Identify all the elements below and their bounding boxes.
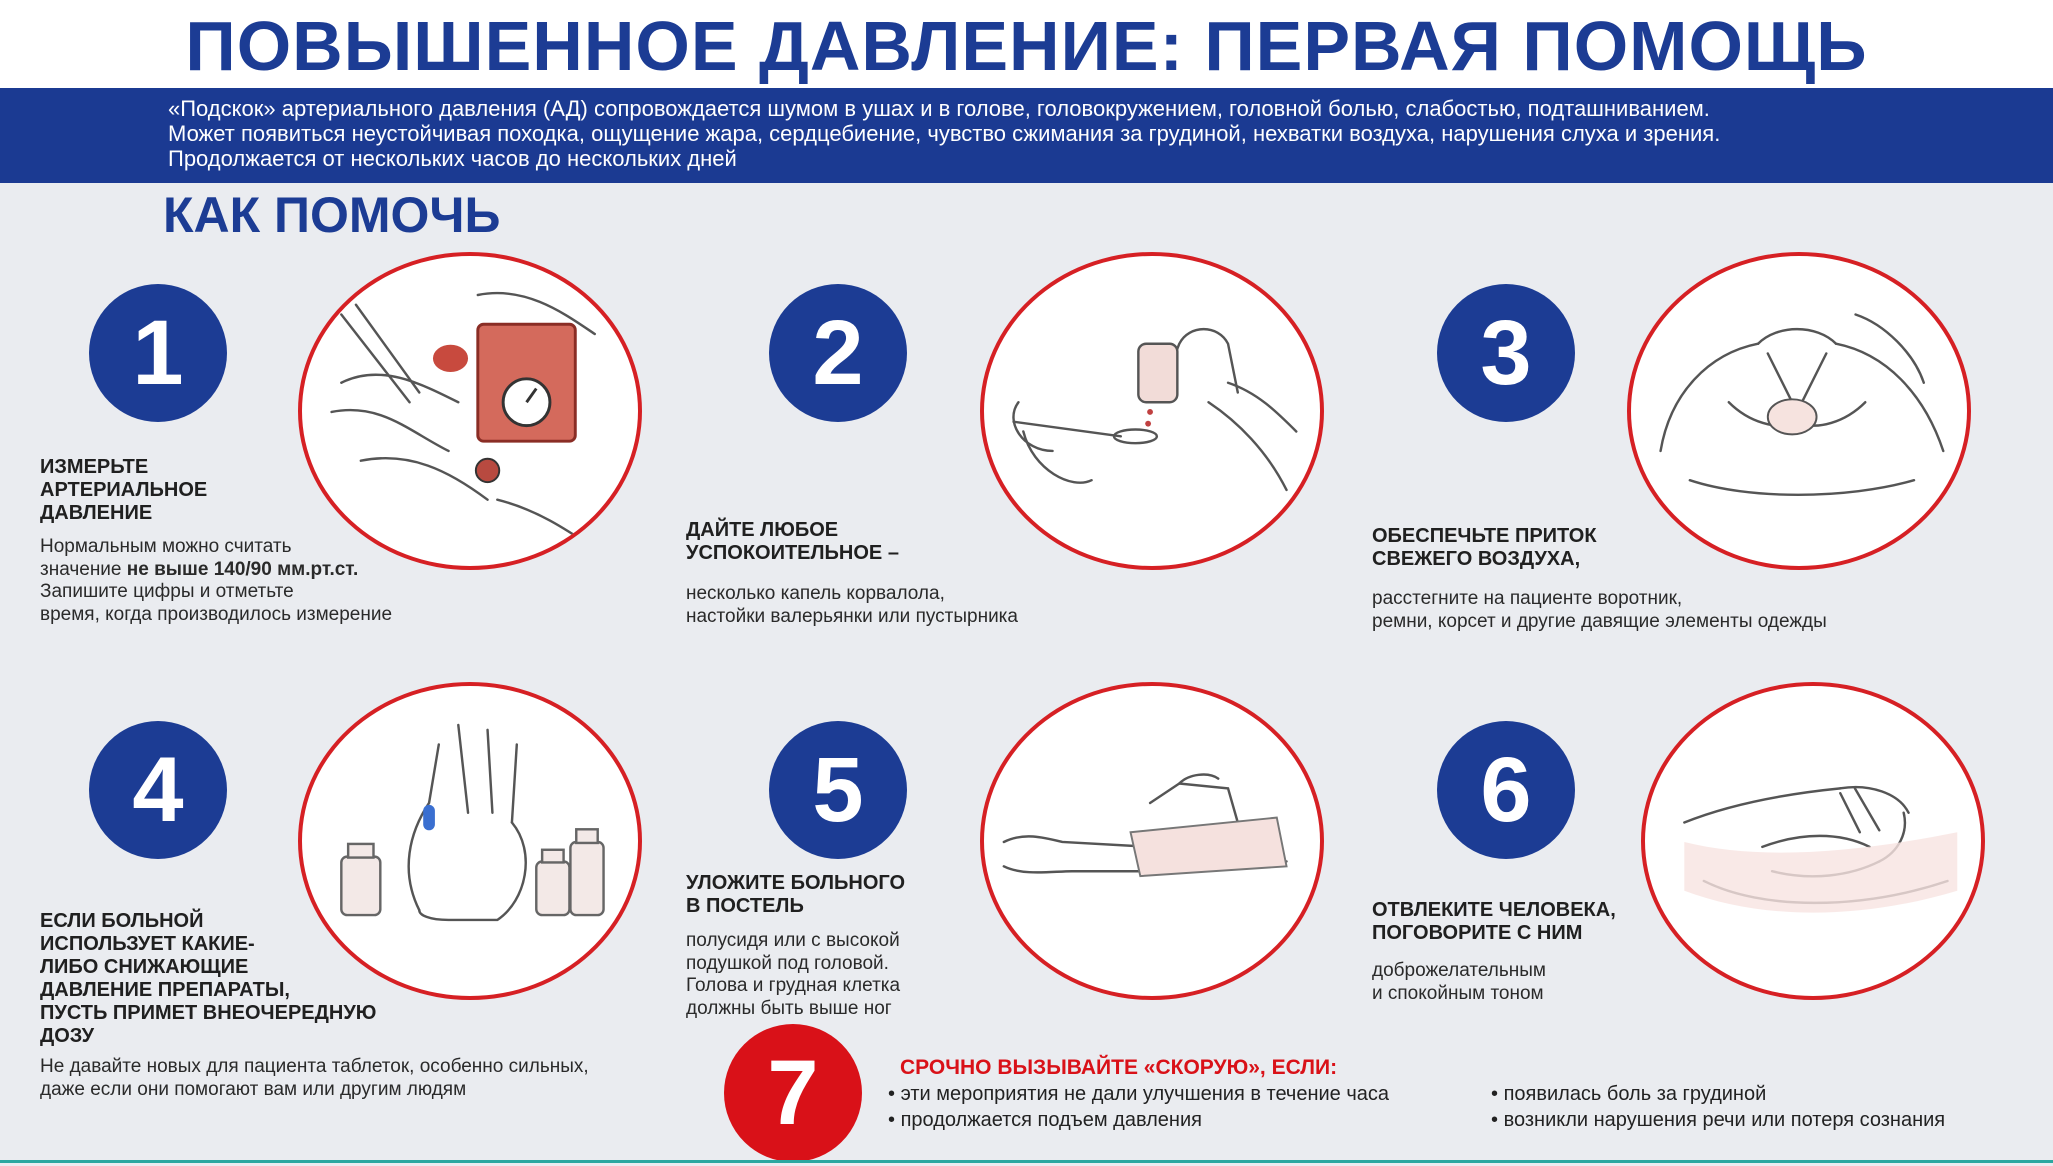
step-body-line: Голова и грудная клетка <box>686 975 901 996</box>
step-title-line: ПОГОВОРИТЕ С НИМ <box>1372 922 1583 944</box>
step-body-line: несколько капель корвалола, <box>686 583 945 604</box>
step-4-text <box>40 910 589 1101</box>
step-title-line: АРТЕРИАЛЬНОЕ <box>40 479 208 501</box>
step-body-line: доброжелательным <box>1372 960 1546 981</box>
step-title-line: УСПОКОИТЕЛЬНОЕ – <box>686 542 899 564</box>
step-body-line: расстегните на пациенте воротник, <box>1372 588 1683 609</box>
step-body-line: Запишите цифры и отметьте <box>40 581 294 602</box>
step-title-line: ДАВЛЕНИЕ ПРЕПАРАТЫ, <box>40 979 290 1001</box>
section-heading: КАК ПОМОЧЬ <box>163 187 501 243</box>
step-body-line: ремни, корсет и другие давящие элементы одежды <box>1372 610 1827 632</box>
step-title-line: В ПОСТЕЛЬ <box>686 895 804 917</box>
step-number-4: 4 <box>89 721 227 859</box>
urgent-bullet: • возникли нарушения речи или потеря сознания <box>1491 1109 1946 1131</box>
step-body-line: подушкой под головой. <box>686 952 889 974</box>
step-body-line: должны быть выше ног <box>686 997 892 1019</box>
normal-pressure-value: не выше 140/90 мм.рт.ст. <box>126 558 359 580</box>
step-3-text <box>1372 525 1827 633</box>
step-1-text <box>40 456 392 626</box>
step-number-2: 2 <box>769 284 907 422</box>
step-title-line: ИЗМЕРЬТЕ <box>40 456 149 478</box>
step-number-7: 7 <box>724 1024 862 1162</box>
step-body-line: настойки валерьянки или пустырника <box>686 605 1018 627</box>
step-body-line <box>40 559 392 582</box>
urgent-call-title: СРОЧНО ВЫЗЫВАЙТЕ «СКОРУЮ», ЕСЛИ: <box>900 1056 1338 1079</box>
intro-text-line: Может появиться неустойчивая походка, ощущение жара, сердцебиение, чувство сжимания за грудиной, нехватки воздуха, нарушения слуха и зрения. <box>168 121 1721 146</box>
step-title-line: ЛИБО СНИЖАЮЩИЕ <box>40 956 249 978</box>
drops-spoon-illustration-icon <box>980 252 1324 570</box>
intro-text-line: «Подскок» артериального давления (АД) сопровождается шумом в ушах и в голове, головокружением, головной болью, слабостью, подташниванием. <box>168 96 1710 121</box>
step-title-line: ПУСТЬ ПРИМЕТ ВНЕОЧЕРЕДНУЮ <box>40 1002 377 1024</box>
urgent-bullet: • эти мероприятия не дали улучшения в течение часа <box>888 1083 1390 1105</box>
step-number-6: 6 <box>1437 721 1575 859</box>
step-body-line: полусидя или с высокой <box>686 930 900 951</box>
step-body-line: Не давайте новых для пациента таблеток, особенно сильных, <box>40 1056 589 1077</box>
step-5-text <box>686 872 905 1020</box>
urgent-bullet: • появилась боль за грудиной <box>1491 1083 1767 1105</box>
unbutton-collar-illustration-icon <box>1627 252 1971 570</box>
step-title-line: ЕСЛИ БОЛЬНОЙ <box>40 910 204 932</box>
step-title-line: УЛОЖИТЕ БОЛЬНОГО <box>686 872 906 894</box>
step-number-3: 3 <box>1437 284 1575 422</box>
urgent-bullet-text: появилась боль за грудиной <box>1503 1083 1767 1105</box>
step-title-line: ДАВЛЕНИЕ <box>40 502 153 524</box>
patient-bed-illustration-icon <box>980 682 1324 1000</box>
intro-text-line: Продолжается от нескольких часов до нескольких дней <box>168 146 737 171</box>
step-title-line: ОТВЛЕКИТЕ ЧЕЛОВЕКА, <box>1372 899 1616 921</box>
step-body-text: значение <box>40 558 127 580</box>
comforting-hands-illustration-icon <box>1641 682 1985 1000</box>
step-title-line: ИСПОЛЬЗУЕТ КАКИЕ- <box>40 933 255 955</box>
step-title-line: ДАЙТЕ ЛЮБОЕ <box>686 519 839 541</box>
page-title: ПОВЫШЕННОЕ ДАВЛЕНИЕ: ПЕРВАЯ ПОМОЩЬ <box>185 7 1868 85</box>
urgent-bullet-text: возникли нарушения речи или потеря сознания <box>1503 1109 1946 1131</box>
step-number-1: 1 <box>89 284 227 422</box>
step-body-line: время, когда производилось измерение <box>40 603 393 625</box>
step-body-line: Нормальным можно считать <box>40 536 292 557</box>
urgent-bullet-text: эти мероприятия не дали улучшения в течение часа <box>900 1083 1390 1105</box>
step-2-text <box>686 519 1018 628</box>
urgent-bullet-text: продолжается подъем давления <box>900 1109 1202 1131</box>
step-6-text <box>1372 899 1616 1005</box>
step-body-line: и спокойным тоном <box>1372 982 1544 1004</box>
step-number-5: 5 <box>769 721 907 859</box>
urgent-bullet: • продолжается подъем давления <box>888 1109 1202 1131</box>
step-title-line: СВЕЖЕГО ВОЗДУХА, <box>1372 548 1581 570</box>
bottom-divider <box>0 1160 2053 1163</box>
step-title-line: ДОЗУ <box>40 1025 95 1047</box>
step-body-line: даже если они помогают вам или другим людям <box>40 1078 467 1100</box>
step-title-line: ОБЕСПЕЧЬТЕ ПРИТОК <box>1372 525 1597 547</box>
